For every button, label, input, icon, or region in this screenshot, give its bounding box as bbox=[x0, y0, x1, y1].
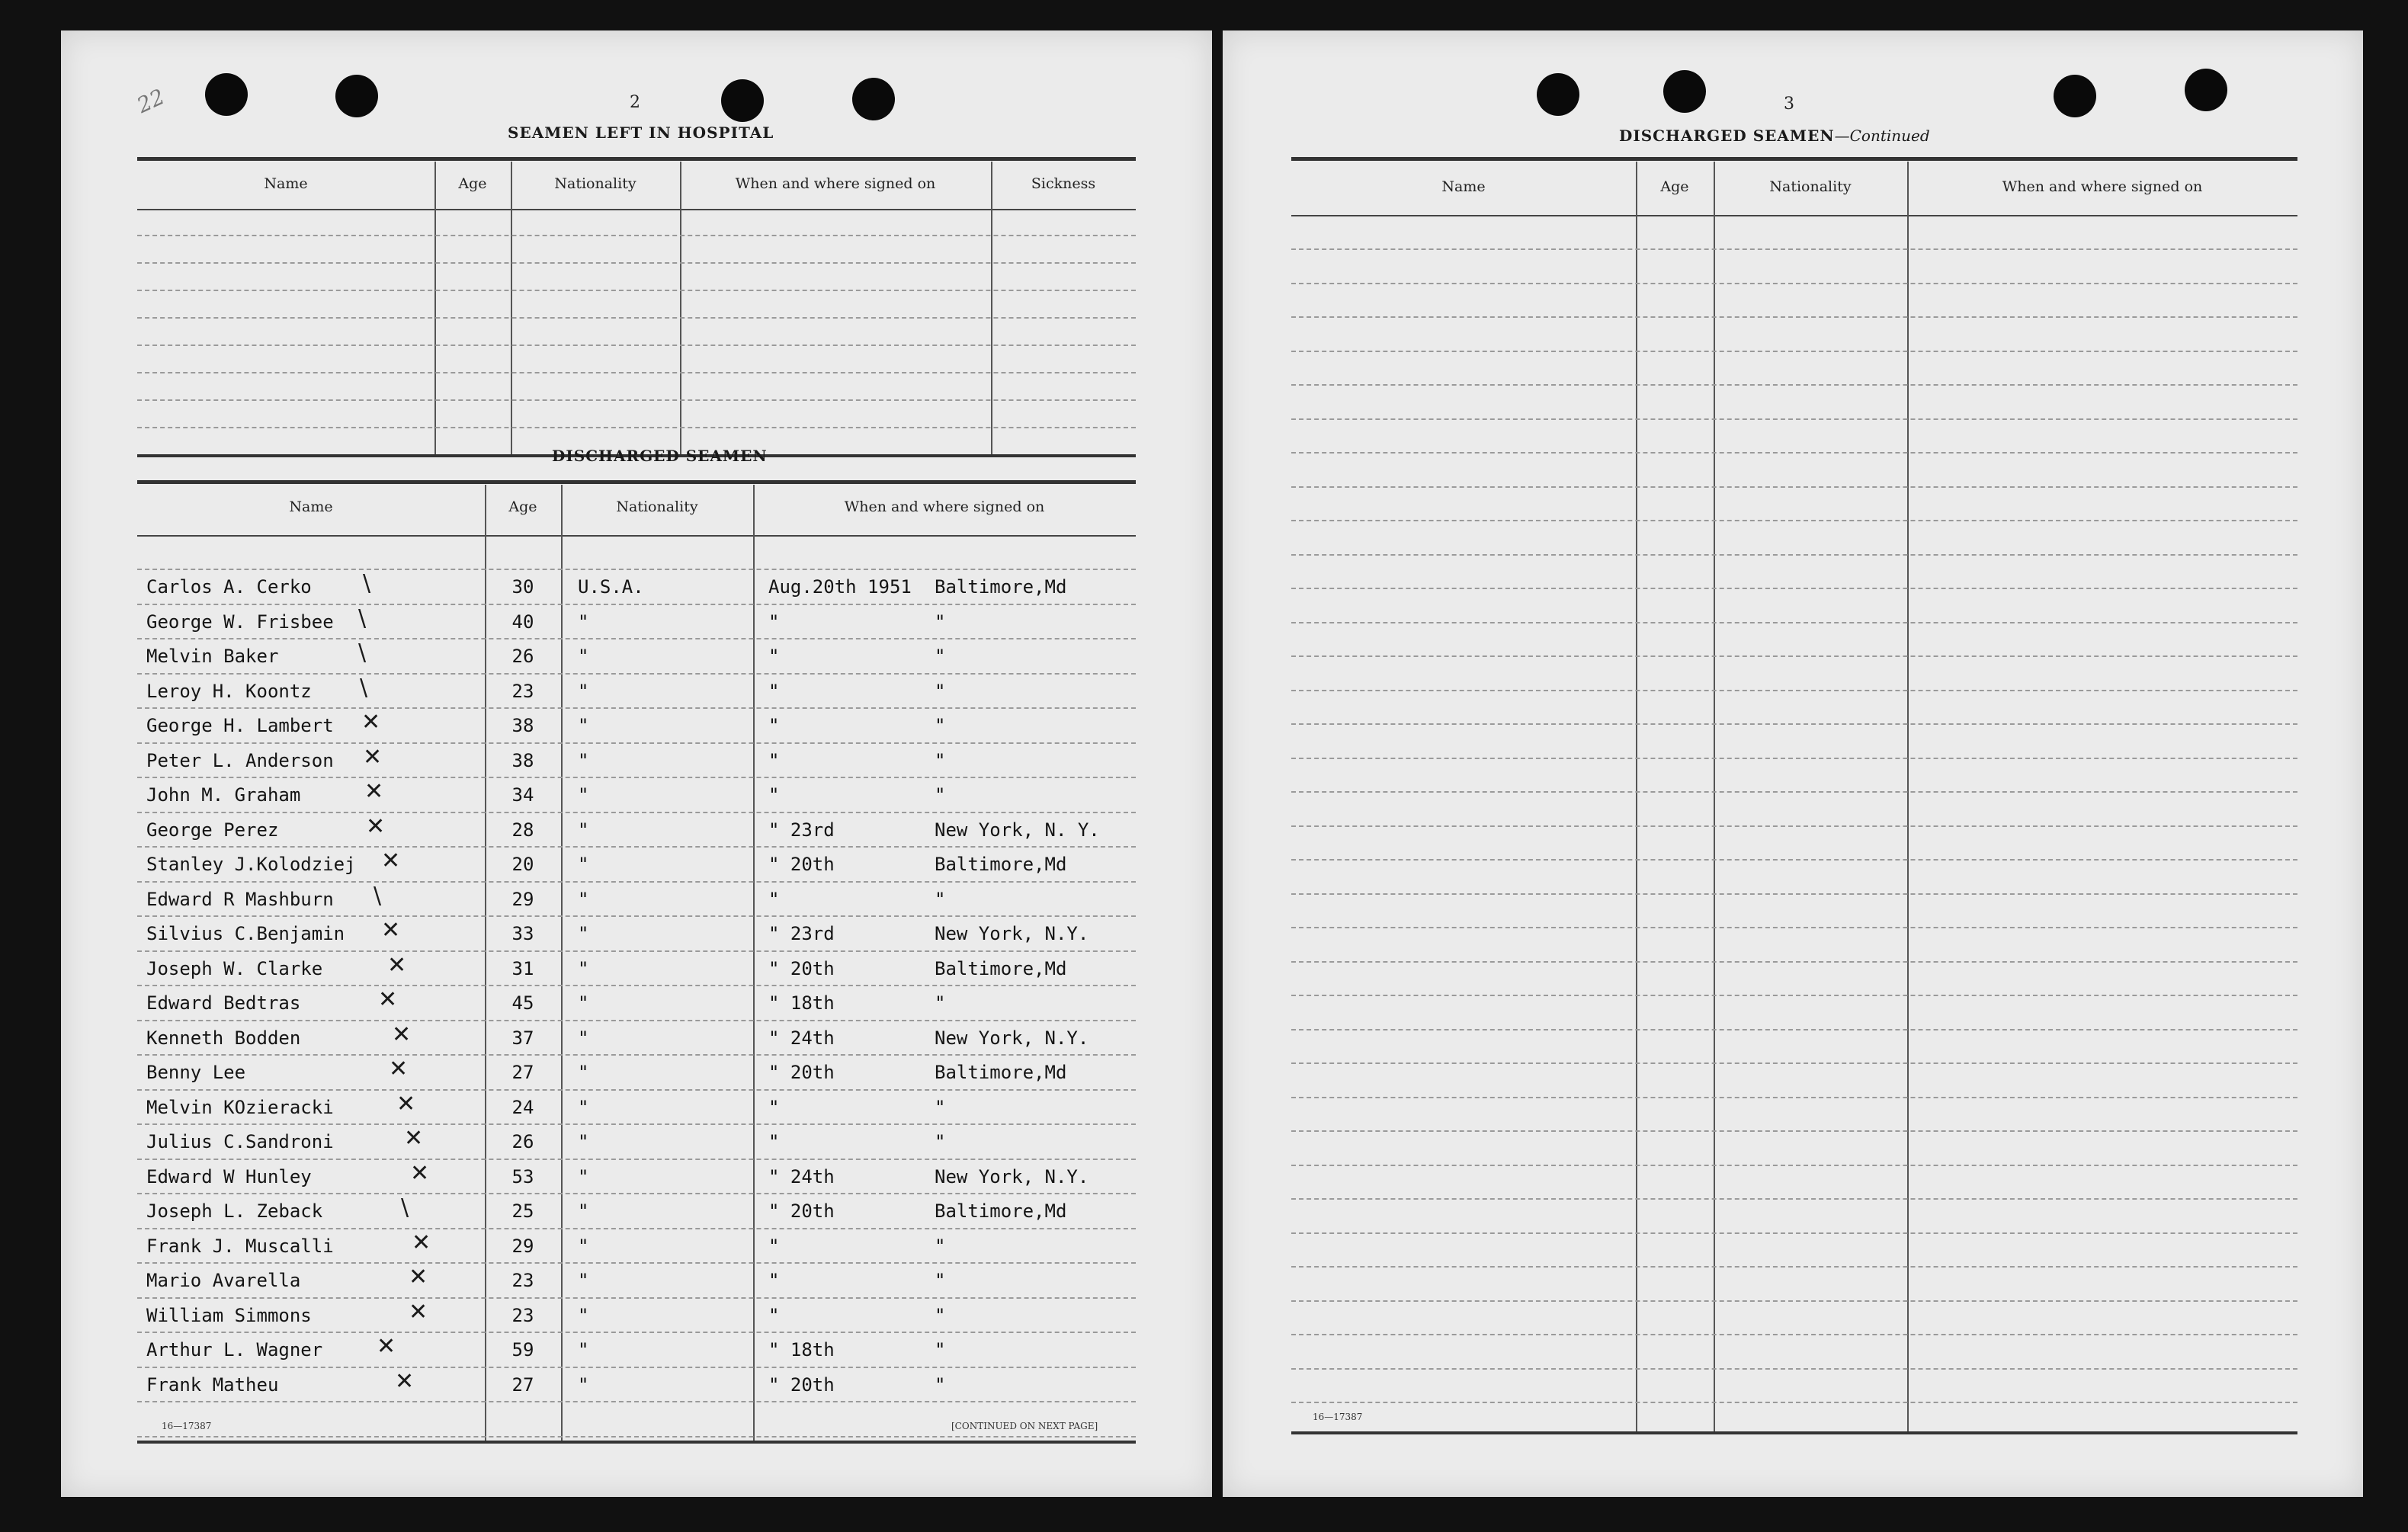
check-mark: ✕ bbox=[396, 1090, 416, 1117]
seaman-name: George Perez bbox=[146, 819, 279, 841]
binder-hole bbox=[852, 78, 895, 120]
ruled-line bbox=[1291, 995, 2297, 996]
column-divider bbox=[680, 162, 681, 454]
seaman-age: 20 bbox=[511, 854, 534, 875]
column-header: Nationality bbox=[554, 175, 636, 192]
seaman-nationality: " bbox=[578, 923, 589, 944]
ruled-line bbox=[137, 1367, 1136, 1368]
signed-on-place: " bbox=[935, 680, 946, 702]
right-page bbox=[1223, 30, 2363, 1497]
ruled-line bbox=[137, 1193, 1136, 1194]
signed-on-place: " bbox=[935, 1339, 946, 1361]
ruled-line bbox=[137, 950, 1136, 952]
ruled-line bbox=[137, 235, 1136, 236]
ruled-line bbox=[137, 345, 1136, 346]
header-bottom-rule bbox=[1291, 215, 2297, 216]
seaman-name: Kenneth Bodden bbox=[146, 1027, 301, 1049]
signed-on-date: " 20th bbox=[768, 1062, 835, 1083]
signed-on-date: " bbox=[768, 1235, 780, 1257]
seaman-name: George W. Frisbee bbox=[146, 611, 334, 633]
ruled-line bbox=[137, 262, 1136, 264]
signed-on-date: " bbox=[768, 1096, 780, 1118]
column-header: When and where signed on bbox=[735, 175, 936, 192]
signed-on-place: " bbox=[935, 1373, 946, 1396]
ruled-line bbox=[137, 317, 1136, 319]
seaman-nationality: " bbox=[578, 1027, 589, 1049]
ruled-line bbox=[1291, 622, 2297, 623]
ruled-line bbox=[137, 673, 1136, 675]
binder-hole bbox=[205, 73, 248, 116]
seaman-nationality: " bbox=[578, 646, 589, 667]
ruled-line bbox=[137, 427, 1136, 428]
check-mark: \ bbox=[358, 639, 367, 666]
seaman-name: Frank Matheu bbox=[146, 1373, 279, 1396]
signed-on-date: " bbox=[768, 1304, 780, 1326]
binder-hole bbox=[721, 79, 764, 122]
signed-on-place: " bbox=[935, 1096, 946, 1118]
ruled-line bbox=[137, 604, 1136, 605]
ruled-line bbox=[1291, 1062, 2297, 1064]
signed-on-place: " bbox=[935, 1235, 946, 1257]
seaman-age: 23 bbox=[511, 1304, 534, 1326]
check-mark: \ bbox=[358, 604, 367, 632]
signed-on-place: Baltimore,Md bbox=[935, 854, 1067, 875]
seaman-age: 31 bbox=[511, 957, 534, 979]
ruled-line bbox=[137, 1159, 1136, 1160]
seaman-name: Melvin Baker bbox=[146, 646, 279, 667]
seaman-age: 25 bbox=[511, 1200, 534, 1222]
ruled-line bbox=[137, 915, 1136, 917]
ruled-line bbox=[1291, 859, 2297, 861]
check-mark: ✕ bbox=[387, 951, 407, 979]
table-bottom-rule bbox=[137, 1441, 1136, 1444]
signed-on-date: " 20th bbox=[768, 854, 835, 875]
table-top-rule bbox=[137, 480, 1136, 484]
seaman-name: George H. Lambert bbox=[146, 715, 334, 736]
seaman-age: 27 bbox=[511, 1373, 534, 1396]
seaman-nationality: " bbox=[578, 1304, 589, 1326]
seaman-age: 40 bbox=[511, 611, 534, 633]
seaman-age: 23 bbox=[511, 680, 534, 702]
continued-table bbox=[1291, 157, 2297, 1437]
ruled-line bbox=[1291, 1198, 2297, 1200]
seaman-name: Carlos A. Cerko bbox=[146, 576, 312, 598]
check-mark: ✕ bbox=[364, 778, 384, 805]
seaman-nationality: " bbox=[578, 1339, 589, 1361]
signed-on-place: New York, N.Y. bbox=[935, 1027, 1089, 1049]
column-header: Age bbox=[1660, 178, 1689, 195]
check-mark: ✕ bbox=[409, 1264, 428, 1290]
column-header: Nationality bbox=[1769, 178, 1852, 195]
signed-on-date: " 20th bbox=[768, 957, 835, 979]
title-main: DISCHARGED SEAMEN bbox=[1619, 127, 1835, 145]
seaman-age: 38 bbox=[511, 749, 534, 771]
signed-on-place: New York, N.Y. bbox=[935, 923, 1089, 944]
seaman-nationality: " bbox=[578, 784, 589, 806]
column-header: Nationality bbox=[616, 498, 698, 515]
signed-on-date: Aug.20th 1951 bbox=[768, 576, 912, 598]
ruled-line bbox=[1291, 486, 2297, 488]
seaman-name: Silvius C.Benjamin bbox=[146, 923, 345, 944]
signed-on-date: " 23rd bbox=[768, 819, 835, 841]
ruled-line bbox=[1291, 1402, 2297, 1403]
ruled-line bbox=[1291, 351, 2297, 352]
ruled-line bbox=[1291, 690, 2297, 691]
ruled-line bbox=[1291, 791, 2297, 793]
seaman-age: 24 bbox=[511, 1096, 534, 1118]
check-mark: ✕ bbox=[389, 1056, 409, 1082]
seaman-nationality: " bbox=[578, 957, 589, 979]
seaman-age: 28 bbox=[511, 819, 534, 841]
column-header: When and where signed on bbox=[2002, 178, 2203, 195]
form-number: 16—17387 bbox=[162, 1421, 212, 1431]
signed-on-date: " 20th bbox=[768, 1373, 835, 1396]
seaman-age: 30 bbox=[511, 576, 534, 598]
seaman-name: Arthur L. Wagner bbox=[146, 1339, 323, 1361]
check-mark: ✕ bbox=[378, 986, 398, 1013]
seaman-nationality: " bbox=[578, 1165, 589, 1187]
ruled-line bbox=[137, 1262, 1136, 1264]
seaman-nationality: " bbox=[578, 1062, 589, 1083]
signed-on-place: " bbox=[935, 611, 946, 633]
column-divider bbox=[1907, 162, 1909, 1431]
seaman-nationality: " bbox=[578, 1270, 589, 1291]
seaman-age: 33 bbox=[511, 923, 534, 944]
check-mark: ✕ bbox=[392, 1021, 412, 1048]
header-bottom-rule bbox=[137, 535, 1136, 537]
signed-on-date: " 24th bbox=[768, 1027, 835, 1049]
signed-on-date: " bbox=[768, 611, 780, 633]
ruled-line bbox=[1291, 961, 2297, 963]
seaman-name: Joseph W. Clarke bbox=[146, 957, 323, 979]
seaman-name: Benny Lee bbox=[146, 1062, 246, 1083]
ruled-line bbox=[1291, 1165, 2297, 1166]
check-mark: \ bbox=[363, 570, 371, 597]
seaman-age: 34 bbox=[511, 784, 534, 806]
ruled-line bbox=[1291, 418, 2297, 420]
check-mark: ✕ bbox=[361, 709, 381, 736]
ruled-line bbox=[1291, 452, 2297, 454]
seaman-name: Leroy H. Koontz bbox=[146, 680, 312, 702]
signed-on-date: " bbox=[768, 1270, 780, 1291]
ruled-line bbox=[1291, 1130, 2297, 1132]
ruled-line bbox=[1291, 1300, 2297, 1302]
ruled-line bbox=[137, 846, 1136, 848]
signed-on-place: New York, N.Y. bbox=[935, 1165, 1089, 1187]
seaman-nationality: " bbox=[578, 1096, 589, 1118]
seaman-age: 23 bbox=[511, 1270, 534, 1291]
signed-on-place: Baltimore,Md bbox=[935, 576, 1067, 598]
check-mark: ✕ bbox=[409, 1298, 428, 1325]
column-header: Sickness bbox=[1031, 175, 1096, 192]
seaman-nationality: " bbox=[578, 611, 589, 633]
ruled-line bbox=[1291, 248, 2297, 250]
signed-on-place: New York, N. Y. bbox=[935, 819, 1100, 841]
column-header: Name bbox=[264, 175, 308, 192]
seaman-nationality: " bbox=[578, 1373, 589, 1396]
ruled-line bbox=[137, 742, 1136, 744]
ruled-line bbox=[137, 569, 1136, 570]
check-mark: ✕ bbox=[363, 743, 383, 771]
seaman-age: 53 bbox=[511, 1165, 534, 1187]
signed-on-place: " bbox=[935, 715, 946, 736]
table-top-rule bbox=[1291, 157, 2297, 161]
seaman-age: 26 bbox=[511, 646, 534, 667]
check-mark: ✕ bbox=[410, 1159, 430, 1187]
form-number: 16—17387 bbox=[1313, 1412, 1363, 1422]
signed-on-date: " 23rd bbox=[768, 923, 835, 944]
signed-on-place: " bbox=[935, 992, 946, 1014]
seaman-name: Edward R Mashburn bbox=[146, 888, 334, 910]
page-number: 3 bbox=[1784, 95, 1794, 114]
column-divider bbox=[1636, 162, 1637, 1431]
column-divider bbox=[434, 162, 436, 454]
seaman-name: Mario Avarella bbox=[146, 1270, 301, 1291]
ruled-line bbox=[1291, 893, 2297, 895]
table-top-rule bbox=[137, 157, 1136, 161]
check-mark: ✕ bbox=[412, 1229, 431, 1256]
signed-on-place: Baltimore,Md bbox=[935, 1062, 1067, 1083]
seaman-age: 37 bbox=[511, 1027, 534, 1049]
seaman-nationality: " bbox=[578, 819, 589, 841]
ruled-line bbox=[137, 290, 1136, 291]
seaman-nationality: " bbox=[578, 888, 589, 910]
signed-on-place: " bbox=[935, 646, 946, 667]
seaman-name: John M. Graham bbox=[146, 784, 301, 806]
ruled-line bbox=[1291, 1029, 2297, 1030]
binder-hole bbox=[335, 75, 378, 117]
binder-hole bbox=[1537, 73, 1579, 116]
ruled-line bbox=[137, 1332, 1136, 1333]
check-mark: \ bbox=[401, 1194, 409, 1221]
signed-on-place: " bbox=[935, 888, 946, 910]
hospital-section-title: SEAMEN LEFT IN HOSPITAL bbox=[508, 123, 774, 142]
ruled-line bbox=[1291, 723, 2297, 725]
signed-on-date: " 20th bbox=[768, 1200, 835, 1222]
seaman-name: Frank J. Muscalli bbox=[146, 1235, 334, 1257]
column-header: Age bbox=[458, 175, 487, 192]
signed-on-date: " bbox=[768, 888, 780, 910]
ruled-line bbox=[137, 1123, 1136, 1125]
check-mark: \ bbox=[360, 674, 368, 701]
continued-note: [CONTINUED ON NEXT PAGE] bbox=[951, 1421, 1098, 1431]
ruled-line bbox=[137, 1297, 1136, 1299]
check-mark: ✕ bbox=[404, 1125, 424, 1152]
signed-on-place: Baltimore,Md bbox=[935, 957, 1067, 979]
ruled-line bbox=[137, 1436, 1136, 1437]
signed-on-place: " bbox=[935, 784, 946, 806]
seaman-nationality: " bbox=[578, 1235, 589, 1257]
seaman-age: 45 bbox=[511, 992, 534, 1014]
signed-on-date: " bbox=[768, 749, 780, 771]
signed-on-date: " 24th bbox=[768, 1165, 835, 1187]
signed-on-date: " bbox=[768, 646, 780, 667]
check-mark: \ bbox=[374, 882, 382, 909]
ruled-line bbox=[1291, 554, 2297, 556]
ruled-line bbox=[1291, 1097, 2297, 1098]
seaman-name: Joseph L. Zeback bbox=[146, 1200, 323, 1222]
seaman-nationality: " bbox=[578, 992, 589, 1014]
ruled-line bbox=[1291, 825, 2297, 827]
ruled-line bbox=[137, 1020, 1136, 1021]
seaman-nationality: " bbox=[578, 715, 589, 736]
signed-on-place: " bbox=[935, 1131, 946, 1152]
ruled-line bbox=[137, 1401, 1136, 1402]
ruled-line bbox=[137, 638, 1136, 639]
left-page bbox=[61, 30, 1212, 1497]
check-mark: ✕ bbox=[381, 917, 401, 944]
column-header: Name bbox=[1441, 178, 1486, 195]
table-bottom-rule bbox=[1291, 1431, 2297, 1434]
ruled-line bbox=[137, 1228, 1136, 1229]
seaman-age: 27 bbox=[511, 1062, 534, 1083]
ruled-line bbox=[1291, 316, 2297, 318]
discharged-table bbox=[137, 480, 1136, 1448]
ruled-line bbox=[1291, 520, 2297, 521]
signed-on-date: " 18th bbox=[768, 1339, 835, 1361]
seaman-name: Edward W Hunley bbox=[146, 1165, 312, 1187]
ruled-line bbox=[1291, 927, 2297, 928]
seaman-age: 29 bbox=[511, 1235, 534, 1257]
check-mark: ✕ bbox=[366, 812, 386, 840]
column-divider bbox=[511, 162, 512, 454]
ruled-line bbox=[1291, 384, 2297, 386]
binder-hole bbox=[2054, 75, 2096, 117]
seaman-name: Melvin KOzieracki bbox=[146, 1096, 334, 1118]
hospital-table bbox=[137, 157, 1136, 462]
ruled-line bbox=[137, 985, 1136, 986]
column-header: Name bbox=[289, 498, 333, 515]
seaman-age: 29 bbox=[511, 888, 534, 910]
seaman-name: Peter L. Anderson bbox=[146, 749, 334, 771]
column-header: Age bbox=[508, 498, 537, 515]
ruled-line bbox=[137, 812, 1136, 813]
ruled-line bbox=[1291, 588, 2297, 589]
seaman-nationality: " bbox=[578, 1131, 589, 1152]
seaman-nationality: " bbox=[578, 854, 589, 875]
ruled-line bbox=[1291, 1334, 2297, 1335]
check-mark: ✕ bbox=[381, 848, 401, 874]
signed-on-date: " bbox=[768, 1131, 780, 1152]
binder-hole bbox=[1663, 70, 1706, 113]
signed-on-place: " bbox=[935, 1304, 946, 1326]
seaman-nationality: U.S.A. bbox=[578, 576, 644, 598]
pencil-note: 22 bbox=[133, 84, 168, 118]
page-number: 2 bbox=[630, 93, 640, 112]
ruled-line bbox=[1291, 1266, 2297, 1268]
column-header: When and where signed on bbox=[844, 498, 1045, 515]
ruled-line bbox=[137, 1054, 1136, 1056]
ruled-line bbox=[1291, 758, 2297, 759]
signed-on-date: " bbox=[768, 715, 780, 736]
seaman-nationality: " bbox=[578, 1200, 589, 1222]
signed-on-place: Baltimore,Md bbox=[935, 1200, 1067, 1222]
seaman-name: Julius C.Sandroni bbox=[146, 1131, 334, 1152]
ruled-line bbox=[137, 372, 1136, 373]
title-suffix: —Continued bbox=[1834, 127, 1930, 145]
discharged-section-title: DISCHARGED SEAMEN bbox=[552, 447, 768, 465]
seaman-name: Stanley J.Kolodziej bbox=[146, 854, 356, 875]
header-bottom-rule bbox=[137, 209, 1136, 210]
continued-section-title bbox=[1619, 127, 1930, 145]
ruled-line bbox=[137, 1089, 1136, 1091]
column-divider bbox=[1714, 162, 1715, 1431]
signed-on-date: " 18th bbox=[768, 992, 835, 1014]
check-mark: ✕ bbox=[395, 1367, 415, 1395]
ruled-line bbox=[1291, 283, 2297, 284]
check-mark: ✕ bbox=[377, 1333, 396, 1360]
ruled-line bbox=[1291, 1232, 2297, 1234]
ruled-line bbox=[137, 399, 1136, 401]
ruled-line bbox=[137, 707, 1136, 709]
ruled-line bbox=[137, 777, 1136, 778]
signed-on-place: " bbox=[935, 749, 946, 771]
seaman-age: 59 bbox=[511, 1339, 534, 1361]
signed-on-place: " bbox=[935, 1270, 946, 1291]
seaman-name: William Simmons bbox=[146, 1304, 312, 1326]
seaman-name: Edward Bedtras bbox=[146, 992, 301, 1014]
column-divider bbox=[991, 162, 992, 454]
seaman-age: 26 bbox=[511, 1131, 534, 1152]
ruled-line bbox=[137, 881, 1136, 883]
ruled-line bbox=[1291, 655, 2297, 657]
binder-hole bbox=[2185, 69, 2227, 111]
ruled-line bbox=[1291, 1368, 2297, 1370]
seaman-age: 38 bbox=[511, 715, 534, 736]
signed-on-date: " bbox=[768, 784, 780, 806]
seaman-nationality: " bbox=[578, 680, 589, 702]
seaman-nationality: " bbox=[578, 749, 589, 771]
signed-on-date: " bbox=[768, 680, 780, 702]
